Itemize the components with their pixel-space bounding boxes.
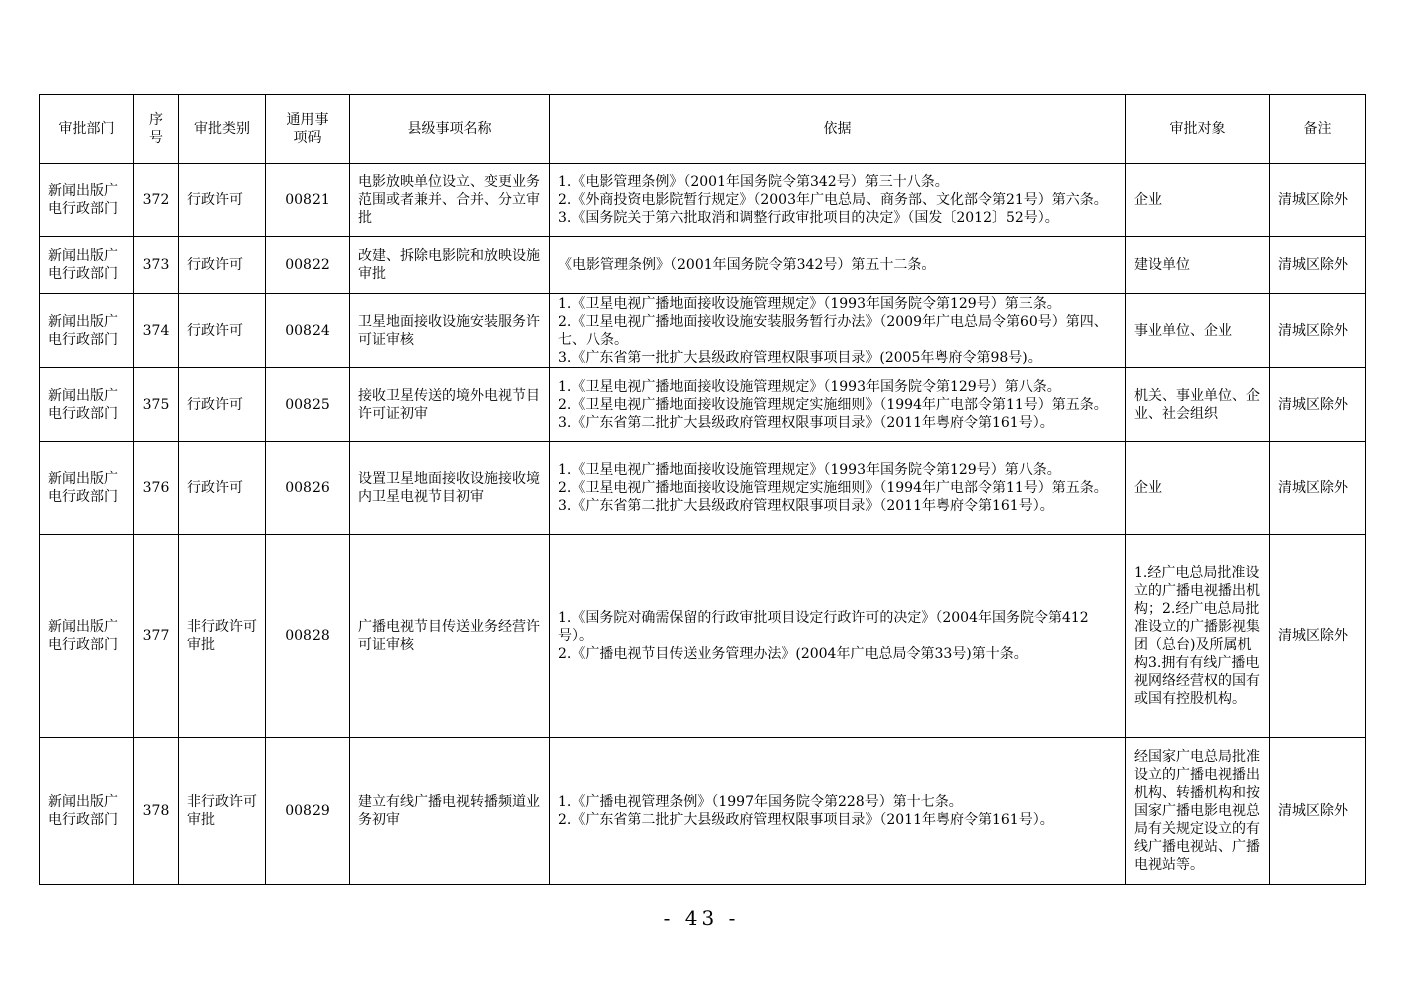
header-name: 县级事项名称 xyxy=(350,95,550,164)
dept-cell: 新闻出版广电行政部门 xyxy=(40,294,134,368)
table-row xyxy=(40,535,1366,738)
remark-cell: 清城区除外 xyxy=(1270,535,1366,738)
target-cell: 事业单位、企业 xyxy=(1126,294,1270,368)
basis-line: 2.《广播电视节目传送业务管理办法》(2004年广电总局令第33号)第十条。 xyxy=(558,646,1028,662)
basis-line: 3.《国务院关于第六批取消和调整行政审批项目的决定》（国发〔2012〕52号）。 xyxy=(558,210,1059,226)
dept-cell: 新闻出版广电行政部门 xyxy=(40,368,134,442)
basis-line: 2.《广东省第二批扩大县级政府管理权限事项目录》（2011年粤府令第161号）。 xyxy=(558,812,1054,828)
basis-line: 2.《卫星电视广播地面接收设施管理规定实施细则》（1994年广电部令第11号）第五条。 xyxy=(558,396,1108,413)
approval-items-table xyxy=(39,94,1366,885)
item-name-cell: 广播电视节目传送业务经营许可证审核 xyxy=(350,535,550,738)
table-row xyxy=(40,294,1366,368)
category-cell: 行政许可 xyxy=(179,294,266,368)
dept-cell: 新闻出版广电行政部门 xyxy=(40,535,134,738)
category-cell: 非行政许可审批 xyxy=(179,535,266,738)
header-category: 审批类别 xyxy=(179,95,266,164)
remark-cell: 清城区除外 xyxy=(1270,442,1366,535)
remark-cell: 清城区除外 xyxy=(1270,368,1366,442)
header-target: 审批对象 xyxy=(1126,95,1270,164)
basis-cell xyxy=(550,237,1126,294)
code-cell: 00828 xyxy=(266,535,350,738)
seq-cell: 374 xyxy=(134,294,179,368)
seq-cell: 375 xyxy=(134,368,179,442)
item-name-cell: 设置卫星地面接收设施接收境内卫星电视节目初审 xyxy=(350,442,550,535)
dept-cell: 新闻出版广电行政部门 xyxy=(40,164,134,237)
remark-cell: 清城区除外 xyxy=(1270,294,1366,368)
remark-cell: 清城区除外 xyxy=(1270,738,1366,885)
basis-cell xyxy=(550,164,1126,237)
seq-cell: 377 xyxy=(134,535,179,738)
header-seq: 序号 xyxy=(134,95,179,164)
basis-cell xyxy=(550,368,1126,442)
header-remark: 备注 xyxy=(1270,95,1366,164)
code-cell: 00826 xyxy=(266,442,350,535)
item-name-cell: 改建、拆除电影院和放映设施审批 xyxy=(350,237,550,294)
item-name-cell: 电影放映单位设立、变更业务范围或者兼并、合并、分立审批 xyxy=(350,164,550,237)
category-cell: 行政许可 xyxy=(179,442,266,535)
basis-cell xyxy=(550,442,1126,535)
page-number: - 43 - xyxy=(663,906,740,930)
table-row xyxy=(40,442,1366,535)
basis-line: 3.《广东省第二批扩大县级政府管理权限事项目录》（2011年粤府令第161号）。 xyxy=(558,498,1054,514)
basis-line: 1.《广播电视管理条例》（1997年国务院令第228号）第十七条。 xyxy=(558,794,963,810)
item-name-cell: 建立有线广播电视转播频道业务初审 xyxy=(350,738,550,885)
code-cell: 00822 xyxy=(266,237,350,294)
seq-cell: 376 xyxy=(134,442,179,535)
table-row xyxy=(40,368,1366,442)
remark-cell: 清城区除外 xyxy=(1270,237,1366,294)
remark-cell: 清城区除外 xyxy=(1270,164,1366,237)
seq-cell: 372 xyxy=(134,164,179,237)
target-cell: 建设单位 xyxy=(1126,237,1270,294)
target-cell: 机关、事业单位、企业、社会组织 xyxy=(1126,368,1270,442)
category-cell: 行政许可 xyxy=(179,368,266,442)
target-cell: 企业 xyxy=(1126,442,1270,535)
basis-line: 3.《广东省第一批扩大县级政府管理权限事项目录》(2005年粤府令第98号)。 xyxy=(558,349,1042,366)
code-cell: 00824 xyxy=(266,294,350,368)
table-row xyxy=(40,164,1366,237)
header-dept: 审批部门 xyxy=(40,95,134,164)
basis-line: 2.《卫星电视广播地面接收设施管理规定实施细则》（1994年广电部令第11号）第五条。 xyxy=(558,480,1108,496)
basis-line: 1.《卫星电视广播地面接收设施管理规定》（1993年国务院令第129号）第三条。 xyxy=(558,295,1061,312)
target-cell: 1.经广电总局批准设立的广播电视播出机构；2.经广电总局批准设立的广播影视集团（总台)及所属机构3.拥有有线广播电视网络经营权的国有或国有控股机构。 xyxy=(1126,535,1270,738)
table-row xyxy=(40,237,1366,294)
dept-cell: 新闻出版广电行政部门 xyxy=(40,738,134,885)
dept-cell: 新闻出版广电行政部门 xyxy=(40,237,134,294)
item-name-cell: 接收卫星传送的境外电视节目许可证初审 xyxy=(350,368,550,442)
basis-cell xyxy=(550,535,1126,738)
header-code: 通用事项码 xyxy=(266,95,350,164)
basis-line: 2.《外商投资电影院暂行规定》（2003年广电总局、商务部、文化部令第21号）第六条。 xyxy=(558,192,1108,208)
basis-line: 3.《广东省第二批扩大县级政府管理权限事项目录》（2011年粤府令第161号）。 xyxy=(558,414,1054,431)
seq-cell: 373 xyxy=(134,237,179,294)
code-cell: 00829 xyxy=(266,738,350,885)
basis-line: 1.《电影管理条例》（2001年国务院令第342号）第三十八条。 xyxy=(558,174,949,190)
basis-line: 1.《卫星电视广播地面接收设施管理规定》（1993年国务院令第129号）第八条。 xyxy=(558,378,1061,395)
basis-line: 1.《国务院对确需保留的行政审批项目设定行政许可的决定》（2004年国务院令第412号）。 xyxy=(558,610,1089,644)
category-cell: 非行政许可审批 xyxy=(179,738,266,885)
basis-cell xyxy=(550,294,1126,368)
item-name-cell: 卫星地面接收设施安装服务许可证审核 xyxy=(350,294,550,368)
basis-line: 1.《卫星电视广播地面接收设施管理规定》（1993年国务院令第129号）第八条。 xyxy=(558,462,1061,478)
basis-cell xyxy=(550,738,1126,885)
table-header-row xyxy=(40,95,1366,164)
code-cell: 00825 xyxy=(266,368,350,442)
code-cell: 00821 xyxy=(266,164,350,237)
dept-cell: 新闻出版广电行政部门 xyxy=(40,442,134,535)
target-cell: 经国家广电总局批准设立的广播电视播出机构、转播机构和按国家广播电影电视总局有关规定设立的有线广播电视站、广播电视站等。 xyxy=(1126,738,1270,885)
header-basis: 依据 xyxy=(550,95,1126,164)
category-cell: 行政许可 xyxy=(179,164,266,237)
basis-line: 《电影管理条例》（2001年国务院令第342号）第五十二条。 xyxy=(558,257,936,273)
target-cell: 企业 xyxy=(1126,164,1270,237)
seq-cell: 378 xyxy=(134,738,179,885)
category-cell: 行政许可 xyxy=(179,237,266,294)
table-row xyxy=(40,738,1366,885)
basis-line: 2.《卫星电视广播地面接收设施安装服务暂行办法》（2009年广电总局令第60号）第四、七、八条。 xyxy=(558,313,1108,348)
